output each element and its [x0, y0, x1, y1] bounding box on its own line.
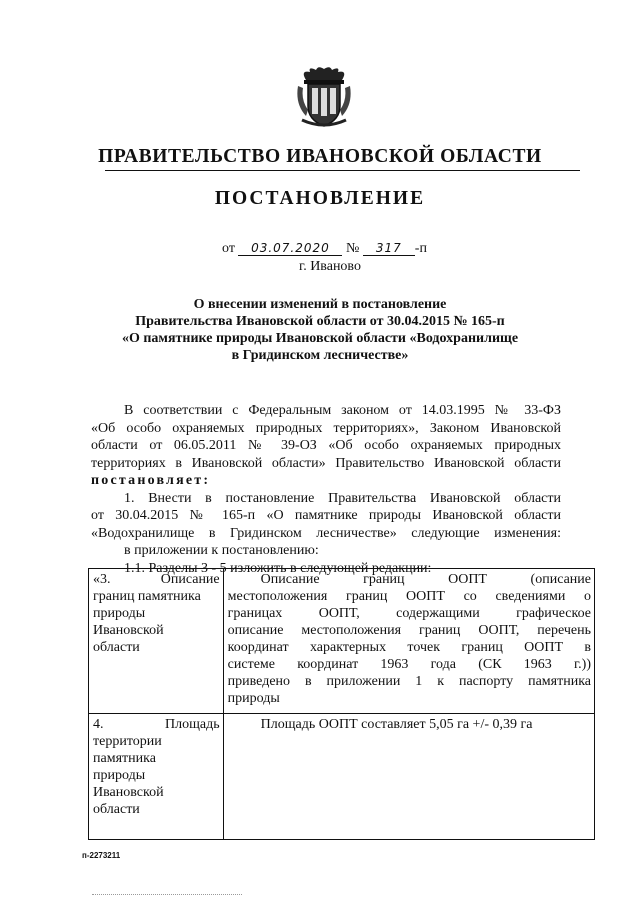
label-line: Ивановской [93, 785, 164, 800]
city: г. Иваново [299, 259, 361, 274]
label-line: области [93, 640, 140, 655]
date-prefix: от [222, 241, 235, 256]
section-content-cell [223, 714, 594, 840]
document-type-title: ПОСТАНОВЛЕНИЕ [214, 188, 426, 209]
handwritten-date: 03.07.2020 [238, 241, 342, 256]
content-line: границах ООПТ, содержащими графическое [227, 606, 591, 621]
preamble-line: территориях в Ивановской области» Правительство Ивановской области [91, 455, 561, 471]
decree-word: постановляет: [91, 473, 211, 488]
label-line: природы [93, 768, 146, 783]
label-line: Ивановской [93, 623, 164, 638]
document-code: п-2273211 [82, 851, 121, 860]
government-title: ПРАВИТЕЛЬСТВО ИВАНОВСКОЙ ОБЛАСТИ [98, 146, 542, 167]
item-line: в приложении к постановлению: [124, 543, 319, 558]
preamble-line: «Об особо охраняемых природных территориях», Законом Ивановской [91, 420, 561, 436]
label-line: природы [93, 606, 146, 621]
section-label-cell [89, 714, 224, 840]
content-line: Описание границ ООПТ (описание [260, 572, 591, 587]
item-line: 1.1. Разделы 3 - 5 изложить в следующей редакции: [124, 560, 432, 576]
subject-line: «О памятнике природы Ивановской области «Водохранилище [121, 331, 519, 346]
scan-artifact [92, 894, 242, 897]
item-line: 1. Внести в постановление Правительства Ивановской области [124, 490, 561, 506]
handwritten-number: 317 [363, 241, 415, 256]
table-row [89, 569, 595, 714]
subject-line: Правительства Ивановской области от 30.04.2015 № 165-п [135, 314, 505, 329]
document-subject [100, 296, 540, 364]
sections-table [88, 568, 595, 840]
label-line: «3. Описание [93, 572, 220, 587]
preamble-line: области от 06.05.2011 № 39-ОЗ «Об особо охраняемых природных [91, 438, 561, 453]
item-line: от 30.04.2015 № 165-п «О памятнике природы Ивановской области [91, 508, 561, 523]
title-underline [105, 170, 580, 171]
document-body [91, 402, 561, 577]
registration-line [222, 241, 522, 257]
number-suffix: -п [414, 241, 427, 256]
coat-of-arms-emblem [296, 66, 352, 128]
content-line: системе координат 1963 года (СК 1963 г.)) [227, 657, 591, 672]
content-line: природы [227, 691, 280, 706]
number-sign: № [345, 241, 360, 256]
item-line: «Водохранилище в Гридинском лесничестве» следующие изменения: [91, 525, 561, 541]
content-line: местоположения границ ООПТ со сведениями о [227, 589, 591, 604]
section-content-cell [223, 569, 594, 714]
content-line: Площадь ООПТ составляет 5,05 га +/- 0,39 га [260, 717, 533, 732]
label-line: памятника [93, 751, 156, 766]
subject-line: в Гридинском лесничестве» [231, 348, 409, 363]
preamble-line: В соответствии с Федеральным законом от 14.03.1995 № 33-ФЗ [124, 403, 561, 418]
content-line: приведено в приложении 1 к паспорту памятника [227, 674, 591, 689]
subject-line: О внесении изменений в постановление [193, 297, 447, 312]
label-line: области [93, 802, 140, 817]
label-line: территории [93, 734, 162, 749]
section-label-cell [89, 569, 224, 714]
content-line: описание местоположения границ ООПТ, перечень [227, 623, 591, 638]
content-line: координат характерных точек границ ООПТ в [227, 640, 591, 655]
table-row [89, 714, 595, 840]
label-line: границ памятника [93, 589, 201, 604]
label-line: 4. Площадь [93, 717, 220, 732]
